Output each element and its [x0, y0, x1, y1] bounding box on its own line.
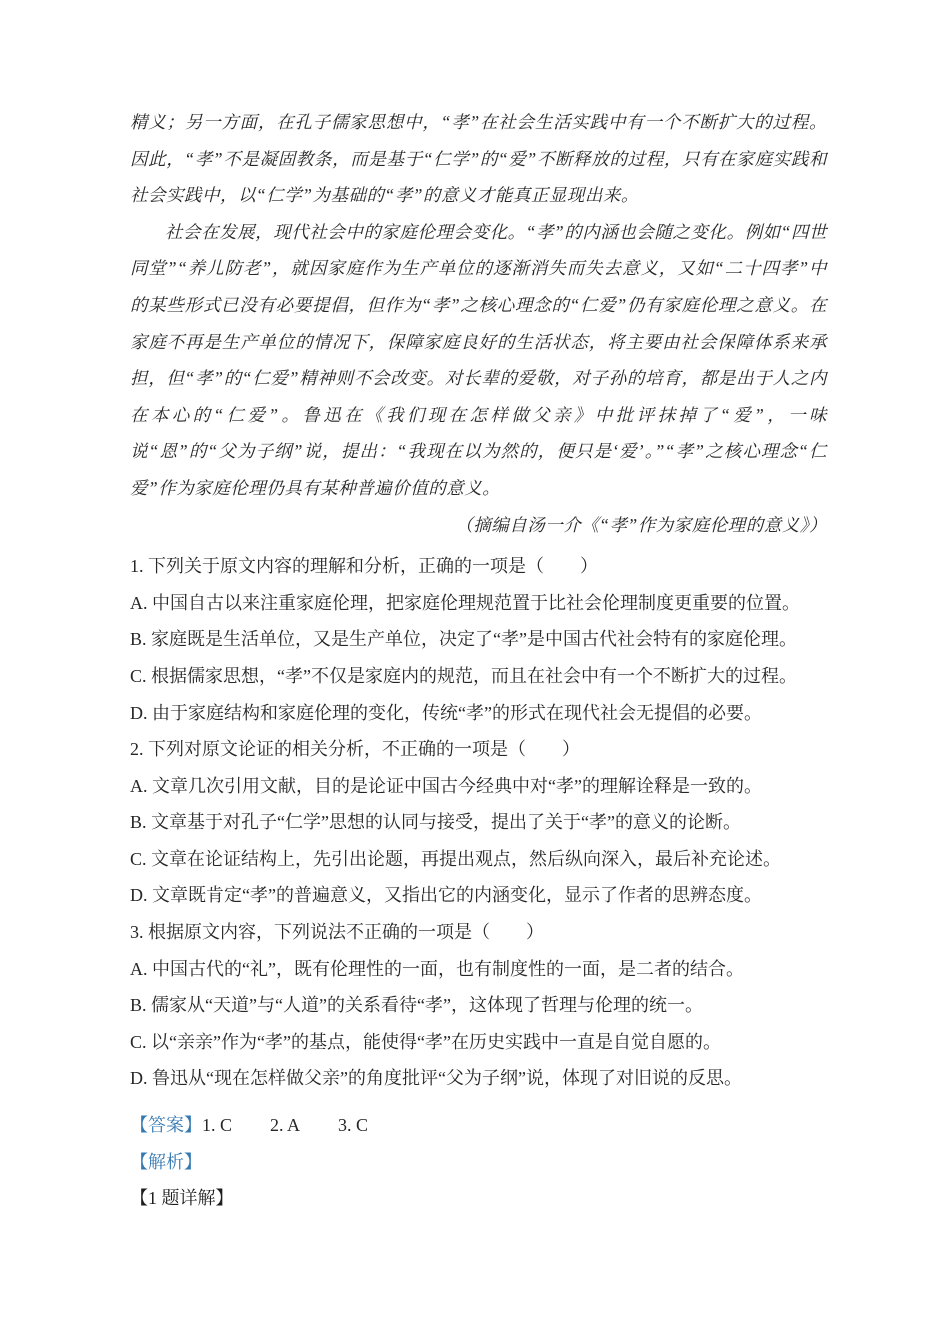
question-3-stem: 3. 根据原文内容，下列说法不正确的一项是（ ）: [130, 922, 544, 943]
question-1: [130, 548, 827, 731]
question-1-option-b: B. 家庭既是生活单位，又是生产单位，决定了“孝”是中国古代社会特有的家庭伦理。: [130, 629, 797, 650]
question-2-option-c: C. 文章在论证结构上，先引出论题，再提出观点，然后纵向深入，最后补充论述。: [130, 848, 782, 869]
question-2-option-a: A. 文章几次引用文献，目的是论证中国古今经典中对“孝”的理解诠释是一致的。: [130, 775, 762, 796]
answer-item-1: 1. C: [202, 1115, 233, 1136]
analysis-line: [130, 1144, 827, 1181]
question-2-option-d: D. 文章既肯定“孝”的普遍意义，又指出它的内涵变化，显示了作者的思辨态度。: [130, 885, 762, 906]
passage-source-attribution: （摘编自汤一介《“孝”作为家庭伦理的意义》）: [455, 514, 827, 535]
question-1-stem: 1. 下列关于原文内容的理解和分析，正确的一项是（ ）: [130, 556, 598, 577]
answer-item-2: 2. A: [270, 1115, 301, 1136]
question-3-option-a: A. 中国古代的“礼”，既有伦理性的一面，也有制度性的一面，是二者的结合。: [130, 958, 744, 979]
question-1-option-d: D. 由于家庭结构和家庭伦理的变化，传统“孝”的形式在现代社会无提倡的必要。: [130, 702, 762, 723]
passage-paragraph-2: 社会在发展，现代社会中的家庭伦理会变化。“孝”的内涵也会随之变化。例如“四世同堂”“养儿防老”，就因家庭作为生产单位的逐渐消失而失去意义，又如“二十四孝”中的某些形式已没有必要提倡，但作为“孝”之核心理念的“仁爱”仍有家庭伦理之意义。在家庭不再是生产单位的情况下，保障家庭良好的生活状态，将主要由社会保障体系来承担，但“孝”的“仁爱”精神则不会改变。对长辈的爱敬，对子孙的培育，都是出于人之内在本心的“仁爱”。鲁迅在《我们现在怎样做父亲》中批评抹掉了“爱”，一味说“恩”的“父为子纲”说，提出：“我现在以为然的，便只是‘爱’。”“孝”之核心理念“仁爱”作为家庭伦理仍具有某种普遍价值的意义。: [130, 221, 827, 498]
reading-passage: [130, 104, 827, 543]
question-2-stem: 2. 下列对原文论证的相关分析，不正确的一项是（ ）: [130, 739, 580, 760]
analysis-label: 【解析】: [130, 1151, 202, 1172]
question-1-detail-heading: 【1 题详解】: [130, 1188, 234, 1209]
answer-label: 【答案】: [130, 1115, 202, 1136]
passage-paragraph-1: 精义；另一方面，在孔子儒家思想中，“孝”在社会生活实践中有一个不断扩大的过程。因此，“孝”不是凝固教条，而是基于“仁学”的“爱”不断释放的过程，只有在家庭实践和社会实践中，以“仁学”为基础的“孝”的意义才能真正显现出来。: [130, 112, 827, 206]
answer-item-3: 3. C: [338, 1115, 369, 1136]
question-3-option-d: D. 鲁迅从“现在怎样做父亲”的角度批评“父为子纲”说，体现了对旧说的反思。: [130, 1068, 742, 1089]
answer-section: [130, 1107, 827, 1217]
questions-section: [130, 548, 827, 1097]
document-content: [130, 104, 827, 1217]
question-1-option-a: A. 中国自古以来注重家庭伦理，把家庭伦理规范置于比社会伦理制度更重要的位置。: [130, 592, 800, 613]
answers-line: [130, 1107, 827, 1144]
question-1-option-c: C. 根据儒家思想，“孝”不仅是家庭内的规范，而且在社会中有一个不断扩大的过程。: [130, 665, 797, 686]
question-3-option-b: B. 儒家从“天道”与“人道”的关系看待“孝”，这体现了哲理与伦理的统一。: [130, 995, 703, 1016]
question-2-option-b: B. 文章基于对孔子“仁学”思想的认同与接受，提出了关于“孝”的意义的论断。: [130, 812, 741, 833]
question-3: [130, 914, 827, 1097]
question-2: [130, 731, 827, 914]
question-3-option-c: C. 以“亲亲”作为“孝”的基点，能使得“孝”在历史实践中一直是自觉自愿的。: [130, 1031, 721, 1052]
